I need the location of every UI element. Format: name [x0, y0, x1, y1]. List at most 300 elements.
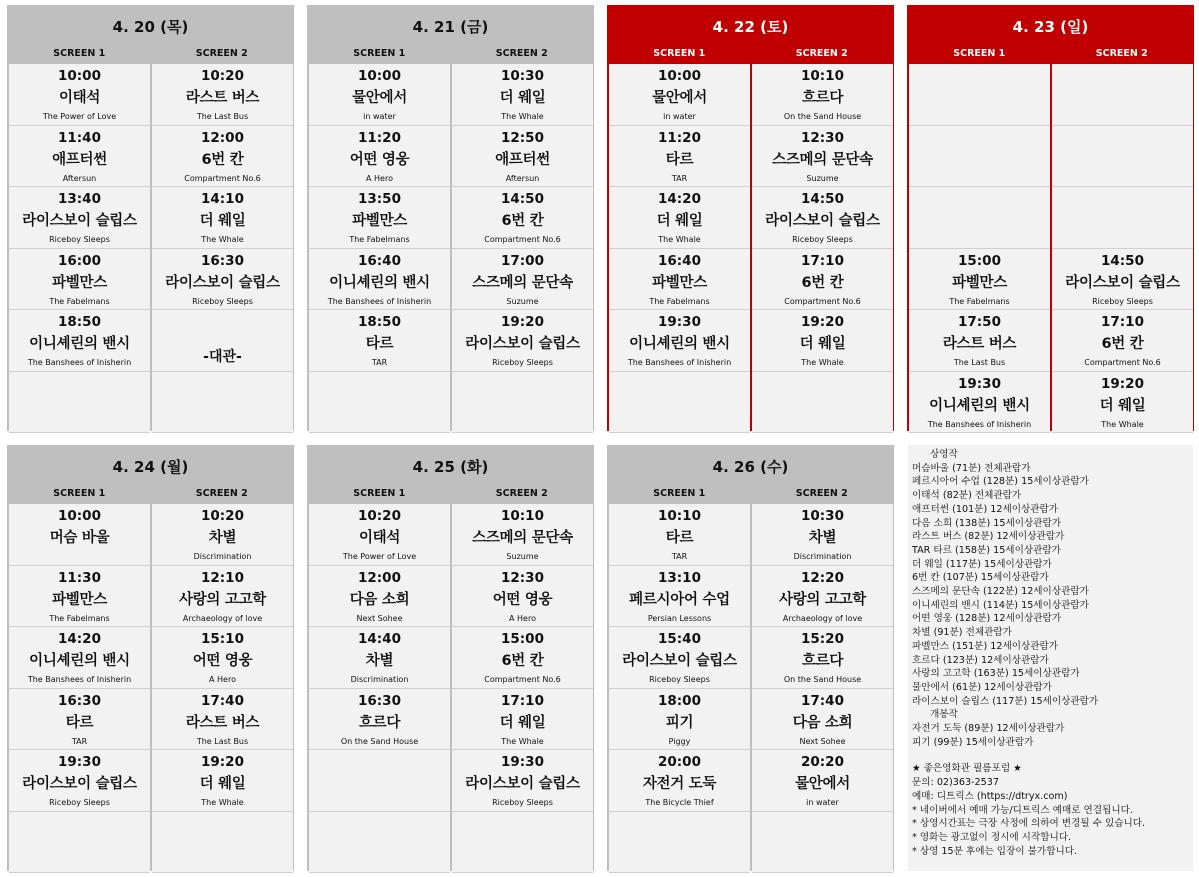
- showtime-time: 10:00: [58, 68, 101, 84]
- movie-title-en: The Fabelmans: [49, 296, 110, 306]
- movie-title-en: Riceboy Sleeps: [49, 235, 110, 244]
- showtime-slot: [309, 372, 450, 434]
- movie-title-kr: 6번 칸: [501, 213, 544, 229]
- showtime-time: 14:50: [501, 191, 544, 207]
- screen-labels: [608, 48, 893, 61]
- showtime-time: 12:20: [801, 569, 844, 586]
- showtime-time: 13:10: [658, 569, 701, 586]
- showtime-time: 16:40: [658, 252, 701, 269]
- showtime-slot: [152, 372, 293, 434]
- showtime-slot: [752, 812, 893, 874]
- movie-title-kr: 스즈메의 문단속: [772, 151, 873, 168]
- showtime-time: 13:50: [358, 191, 401, 207]
- movie-title-kr: 흐르다: [358, 714, 401, 731]
- showtime-slot: [9, 187, 150, 249]
- movie-title-en: The Last Bus: [953, 358, 1006, 367]
- info-line: 사랑의 고고학 (163분) 15세이상관람가: [912, 668, 1080, 680]
- movie-title-kr: 라스트 버스: [942, 336, 1017, 352]
- movie-title-en: Suzume: [806, 173, 839, 183]
- movie-title-en: [9, 551, 150, 562]
- showtime-grid: [308, 64, 593, 433]
- movie-title-kr: 라이스보이 슬립스: [465, 776, 580, 792]
- showtime-slot: [9, 627, 150, 689]
- showtime-time: 16:40: [358, 252, 401, 269]
- movie-title-en: On the Sand House: [340, 736, 419, 746]
- movie-title-kr: 이니셰린의 밴시: [29, 653, 130, 669]
- movie-title-kr: 이니셰린의 밴시: [629, 336, 730, 352]
- movie-title-en: in water: [806, 798, 839, 807]
- movie-title-kr: 다음 소희: [349, 591, 410, 608]
- movie-title-en: Riceboy Sleeps: [492, 798, 553, 807]
- movie-title-kr: 사랑의 고고학: [179, 591, 266, 608]
- movie-title-kr: 6번 칸: [201, 151, 244, 168]
- info-line: 자전거 도둑 (89분) 12세이상관람가: [912, 723, 1065, 735]
- movie-title-en: Compartment No.6: [784, 296, 861, 306]
- section-heading: 개봉작: [930, 709, 958, 721]
- movie-title-en: The Fabelmans: [649, 296, 710, 306]
- movie-title-en: in water: [663, 112, 696, 121]
- movie-title-kr: 애프터썬: [495, 151, 550, 168]
- movie-title-en: Archaeology of love: [782, 613, 863, 623]
- screen-label: SCREEN 1: [653, 48, 706, 59]
- movie-title-kr: 파벨만스: [52, 274, 107, 291]
- showtime-slot: [609, 812, 750, 874]
- showtime-slot: [1052, 249, 1193, 311]
- movie-title-kr: 라이스보이 슬립스: [1065, 274, 1180, 291]
- info-panel: [908, 445, 1193, 871]
- showtime-slot: [452, 372, 593, 434]
- showtime-slot: [452, 627, 593, 689]
- showtime-grid: [8, 64, 293, 433]
- movie-title-en: The Banshees of Inisherin: [27, 358, 132, 367]
- movie-title-en: The Whale: [801, 358, 844, 367]
- showtime-slot: [152, 566, 293, 628]
- showtime-time: 12:10: [201, 569, 244, 586]
- showtime-slot: [9, 126, 150, 188]
- showtime-slot: [609, 504, 750, 566]
- movie-title-kr: 물안에서: [795, 776, 850, 792]
- screen-label: SCREEN 1: [653, 488, 706, 499]
- showtime-time: 12:30: [501, 569, 544, 586]
- movie-title-en: Aftersun: [505, 173, 540, 183]
- movie-title-kr: 이태석: [58, 90, 101, 106]
- movie-title-en: Riceboy Sleeps: [792, 235, 853, 244]
- info-line: 이니셰린의 밴시 (114분) 15세이상관람가: [912, 599, 1089, 611]
- showtime-slot: [752, 249, 893, 311]
- showtime-slot: [152, 249, 293, 311]
- showtime-time: 20:20: [801, 754, 844, 770]
- movie-title-en: The Power of Love: [42, 112, 117, 121]
- showtime-time: 15:00: [501, 631, 544, 647]
- movie-title-kr: 어떤 영웅: [492, 591, 553, 608]
- showtime-slot: [609, 126, 750, 188]
- movie-title-kr: 차별: [808, 530, 837, 546]
- movie-title-kr: 타르: [365, 336, 394, 352]
- showtime-slot: [752, 750, 893, 812]
- movie-title-kr: 타르: [65, 714, 94, 731]
- movie-title-kr: 파벨만스: [352, 213, 407, 229]
- day-panel: [607, 5, 894, 431]
- movie-title-en: Compartment No.6: [484, 675, 561, 684]
- showtime-slot: [1052, 187, 1193, 249]
- showtime-slot: [752, 566, 893, 628]
- movie-title-kr: 애프터썬: [52, 151, 107, 168]
- movie-title-en: Riceboy Sleeps: [49, 798, 110, 807]
- showtime-slot: [9, 689, 150, 751]
- movie-title-en: Archaeology of love: [182, 613, 263, 623]
- showtime-time: 17:40: [801, 692, 844, 709]
- section-heading: 상영작: [930, 449, 958, 460]
- showtime-time: 19:20: [801, 314, 844, 330]
- movie-title-kr: 라이스보이 슬립스: [22, 213, 137, 229]
- showtime-slot: [9, 64, 150, 126]
- showtime-slot: [9, 566, 150, 628]
- movie-title-en: A Hero: [366, 173, 393, 183]
- showtime-slot: [309, 249, 450, 311]
- movie-title-kr: 흐르다: [801, 653, 844, 669]
- showtime-slot: [452, 689, 593, 751]
- showtime-slot: [609, 627, 750, 689]
- showtime-slot: [309, 126, 450, 188]
- screen-label: SCREEN 2: [195, 48, 248, 59]
- showtime-slot: [1052, 126, 1193, 188]
- showtime-slot: [309, 627, 450, 689]
- showtime-time: 14:20: [658, 191, 701, 207]
- info-line: * 영화는 광고없이 정시에 시작합니다.: [912, 831, 1072, 843]
- showtime-slot: [609, 372, 750, 434]
- showtime-time: 15:00: [958, 252, 1001, 269]
- showtime-slot: [152, 64, 293, 126]
- showtime-slot: [609, 64, 750, 126]
- screen-labels: [608, 488, 893, 501]
- showtime-time: 17:10: [501, 692, 544, 709]
- movie-title-en: The Whale: [501, 736, 544, 746]
- movie-title-en: Compartment No.6: [184, 173, 261, 183]
- movie-title-kr: 더 웨일: [1099, 397, 1146, 414]
- rental-closed-label: -대관-: [203, 349, 242, 365]
- movie-title-en: Persian Lessons: [647, 613, 712, 623]
- movie-title-en: The Whale: [501, 112, 544, 121]
- showtime-time: 18:50: [58, 314, 101, 330]
- showtime-time: 14:10: [201, 191, 244, 207]
- showtime-time: 16:30: [358, 692, 401, 709]
- showtime-slot: [152, 187, 293, 249]
- showtime-slot: [452, 310, 593, 372]
- showtime-slot: [309, 812, 450, 874]
- showtime-slot: [309, 64, 450, 126]
- day-panel: [907, 5, 1194, 431]
- showtime-time: 19:20: [201, 754, 244, 770]
- showtime-slot: [452, 566, 593, 628]
- day-title: 4. 20 (목): [112, 18, 189, 36]
- screen-label: SCREEN 1: [53, 488, 106, 499]
- info-line: 6번 칸 (107분) 15세이상관람가: [912, 572, 1049, 584]
- showtime-time: 12:00: [358, 569, 401, 586]
- showtime-slot: [909, 64, 1050, 126]
- showtime-slot: [609, 310, 750, 372]
- showtime-time: 10:30: [801, 508, 844, 524]
- showtime-time: 14:50: [1101, 252, 1144, 269]
- showtime-time: 14:20: [58, 631, 101, 647]
- movie-title-en: Riceboy Sleeps: [649, 675, 710, 684]
- showtime-slot: [9, 812, 150, 874]
- screen-label: SCREEN 2: [795, 48, 848, 59]
- showtime-slot: [152, 126, 293, 188]
- movie-title-kr: 이니셰린의 밴시: [329, 274, 430, 291]
- movie-title-kr: 더 웨일: [199, 213, 246, 229]
- showtime-slot: [609, 566, 750, 628]
- movie-title-kr: 라이스보이 슬립스: [165, 274, 280, 291]
- movie-title-en: Next Sohee: [356, 613, 403, 623]
- movie-title-kr: 물안에서: [352, 90, 407, 106]
- movie-title-en: The Fabelmans: [49, 613, 110, 623]
- movie-title-en: Riceboy Sleeps: [192, 296, 253, 306]
- showtime-time: 19:30: [658, 314, 701, 330]
- movie-title-en: The Banshees of Inisherin: [927, 419, 1032, 429]
- movie-title-kr: 물안에서: [652, 90, 707, 106]
- showtime-time: 14:40: [358, 631, 401, 647]
- showtime-time: 16:30: [58, 692, 101, 709]
- showtime-slot: [452, 249, 593, 311]
- movie-title-kr: 더 웨일: [799, 336, 846, 352]
- movie-title-kr: 라이스보이 슬립스: [465, 336, 580, 352]
- showtime-time: 10:10: [801, 68, 844, 84]
- movie-title-kr: 라이스보이 슬립스: [765, 213, 880, 229]
- screen-labels: [308, 488, 593, 501]
- showtime-time: 10:00: [58, 508, 101, 524]
- showtime-time: 10:20: [201, 68, 244, 84]
- showtime-slot: [309, 750, 450, 812]
- showtime-time: 10:00: [358, 68, 401, 84]
- movie-title-en: Compartment No.6: [484, 235, 561, 244]
- info-line: 머슴바울 (71분) 전체관람가: [912, 462, 1031, 474]
- movie-title-en: TAR: [671, 552, 688, 561]
- showtime-slot: [609, 689, 750, 751]
- movie-title-en: Compartment No.6: [1084, 358, 1161, 367]
- movie-title-kr: 타르: [665, 151, 694, 168]
- movie-title-kr: 어떤 영웅: [349, 151, 410, 168]
- movie-title-kr: 이니셰린의 밴시: [29, 336, 130, 352]
- movie-title-kr: 타르: [665, 530, 694, 546]
- info-line: 물안에서 (61분) 12세이상관람가: [912, 681, 1052, 693]
- showtime-time: 19:30: [58, 754, 101, 770]
- showtime-time: 15:20: [801, 631, 844, 647]
- info-line: 라이스보이 슬립스 (117분) 15세이상관람가: [912, 695, 1099, 707]
- movie-title-en: On the Sand House: [783, 112, 862, 121]
- showtime-time: 19:30: [501, 754, 544, 770]
- showtime-slot: [909, 249, 1050, 311]
- movie-title-kr: 페르시아어 수업: [629, 591, 730, 608]
- showtime-slot: [9, 750, 150, 812]
- showtime-time: 16:30: [201, 252, 244, 269]
- info-line: 피기 (99분) 15세이상관람가: [912, 736, 1034, 748]
- day-panel: [7, 5, 294, 431]
- screen-labels: [308, 48, 593, 61]
- showtime-time: 17:00: [501, 252, 544, 269]
- info-line: * 네이버에서 예매 가능/디트릭스 예매로 연결됩니다.: [912, 804, 1133, 816]
- showtime-slot: [309, 566, 450, 628]
- info-line: * 상영시간표는 극장 사정에 의하여 변경될 수 있습니다.: [912, 818, 1146, 830]
- movie-title-en: TAR: [371, 358, 388, 367]
- movie-title-kr: 파벨만스: [52, 591, 107, 608]
- movie-title-kr: 차별: [208, 530, 237, 546]
- showtime-slot: [9, 249, 150, 311]
- movie-title-en: The Last Bus: [196, 112, 249, 121]
- showtime-time: 20:00: [658, 754, 701, 770]
- showtime-slot: [909, 310, 1050, 372]
- day-title: 4. 22 (토): [712, 18, 789, 36]
- showtime-slot: [909, 126, 1050, 188]
- showtime-slot: [152, 310, 293, 372]
- showtime-slot: [452, 750, 593, 812]
- movie-title-en: Discrimination: [793, 552, 852, 561]
- screen-labels: [908, 48, 1193, 61]
- showtime-slot: [309, 504, 450, 566]
- showtime-slot: [9, 504, 150, 566]
- showtime-slot: [152, 812, 293, 874]
- showtime-slot: [452, 126, 593, 188]
- movie-title-en: Suzume: [506, 296, 539, 306]
- movie-title-en: The Last Bus: [196, 736, 249, 746]
- movie-title-kr: 파벨만스: [652, 274, 707, 291]
- showtime-time: 13:40: [58, 191, 101, 207]
- movie-title-kr: 머슴 바울: [49, 530, 110, 546]
- movie-title-en: Aftersun: [62, 173, 97, 183]
- showtime-slot: [752, 504, 893, 566]
- screen-label: SCREEN 2: [195, 488, 248, 499]
- showtime-slot: [909, 372, 1050, 434]
- info-line: 이태석 (82분) 전체관람가: [912, 490, 1022, 502]
- movie-title-kr: 스즈메의 문단속: [472, 530, 573, 546]
- showtime-slot: [152, 504, 293, 566]
- movie-title-en: TAR: [71, 736, 88, 746]
- movie-title-en: The Fabelmans: [949, 296, 1010, 306]
- showtime-slot: [309, 689, 450, 751]
- showtime-slot: [452, 187, 593, 249]
- screen-label: SCREEN 1: [353, 48, 406, 59]
- showtime-slot: [309, 310, 450, 372]
- info-line: ★ 좋은영화관 필름포럼 ★: [912, 763, 1022, 775]
- info-line: 더 웨일 (117분) 15세이상관람가: [912, 558, 1052, 570]
- showtime-time: 10:00: [658, 68, 701, 84]
- day-panel: [7, 445, 294, 871]
- info-line: 다음 소희 (138분) 15세이상관람가: [912, 517, 1062, 529]
- movie-title-kr: 라이스보이 슬립스: [22, 776, 137, 792]
- movie-title-kr: 이니셰린의 밴시: [929, 397, 1030, 414]
- showtime-slot: [309, 187, 450, 249]
- movie-title-en: Suzume: [506, 552, 539, 561]
- showtime-time: 10:10: [501, 508, 544, 524]
- showtime-time: 18:00: [658, 692, 701, 709]
- info-line: 스즈메의 문단속 (122분) 12세이상관람가: [912, 586, 1089, 598]
- showtime-time: 17:40: [201, 692, 244, 709]
- day-title: 4. 23 (일): [1012, 18, 1089, 36]
- info-line: 문의: 02)363-2537: [912, 777, 999, 789]
- showtime-slot: [752, 64, 893, 126]
- day-panel: [307, 445, 594, 871]
- showtime-slot: [752, 372, 893, 434]
- movie-title-en: The Whale: [201, 235, 244, 244]
- showtime-time: 11:30: [58, 569, 101, 586]
- day-title: 4. 21 (금): [412, 18, 489, 36]
- movie-title-kr: 6번 칸: [1101, 336, 1144, 352]
- movie-title-en: The Power of Love: [342, 552, 417, 561]
- movie-title-kr: 스즈메의 문단속: [472, 274, 573, 291]
- movie-title-en: Discrimination: [193, 552, 252, 561]
- showtime-time: 11:20: [658, 129, 701, 146]
- showtime-time: 17:50: [958, 314, 1001, 330]
- movie-title-en: The Banshees of Inisherin: [27, 675, 132, 684]
- info-line: 애프터썬 (101분) 12세이상관람가: [912, 503, 1059, 515]
- showtime-slot: [752, 689, 893, 751]
- info-line: TAR 타르 (158분) 15세이상관람가: [912, 544, 1061, 556]
- screen-label: SCREEN 1: [53, 48, 106, 59]
- day-title: 4. 24 (월): [112, 458, 189, 476]
- showtime-time: 16:00: [58, 252, 101, 269]
- info-line: 페르시아어 수업 (128분) 15세이상관람가: [912, 476, 1089, 488]
- movie-title-en: The Whale: [1101, 419, 1144, 429]
- movie-title-en: Riceboy Sleeps: [492, 358, 553, 367]
- movie-title-kr: 라스트 버스: [185, 90, 260, 106]
- day-panel: [607, 445, 894, 871]
- movie-title-kr: 차별: [365, 653, 394, 669]
- info-line: 차별 (91분) 전체관람가: [912, 627, 1012, 639]
- screen-labels: [8, 48, 293, 61]
- movie-title-en: The Bicycle Thief: [645, 798, 714, 807]
- movie-title-en: The Whale: [201, 798, 244, 807]
- movie-title-kr: 6번 칸: [501, 653, 544, 669]
- showtime-time: 12:30: [801, 129, 844, 146]
- movie-title-kr: 더 웨일: [499, 90, 546, 106]
- info-line: 흐르다 (123분) 12세이상관람가: [912, 654, 1049, 666]
- movie-title-kr: 어떤 영웅: [192, 653, 253, 669]
- showtime-slot: [1052, 372, 1193, 434]
- day-title: 4. 25 (화): [412, 458, 489, 476]
- movie-title-en: A Hero: [509, 613, 536, 623]
- showtime-time: 12:00: [201, 129, 244, 146]
- showtime-slot: [609, 750, 750, 812]
- showtime-slot: [9, 310, 150, 372]
- showtime-slot: [1052, 310, 1193, 372]
- info-line: 예매: 디트릭스 (https://dtryx.com): [912, 790, 1068, 802]
- showtime-slot: [752, 126, 893, 188]
- screen-label: SCREEN 2: [495, 48, 548, 59]
- movie-title-en: The Whale: [658, 235, 701, 244]
- info-line: 파벨만스 (151분) 12세이상관람가: [912, 640, 1059, 652]
- movie-title-kr: 라이스보이 슬립스: [622, 653, 737, 669]
- movie-title-en: A Hero: [209, 675, 236, 684]
- info-line: 라스트 버스 (82분) 12세이상관람가: [912, 531, 1065, 543]
- showtime-time: 14:50: [801, 191, 844, 207]
- movie-title-kr: 다음 소희: [792, 714, 853, 731]
- showtime-grid: [608, 64, 893, 433]
- movie-title-en: The Banshees of Inisherin: [627, 358, 732, 367]
- info-line: * 상영 15분 후에는 입장이 불가합니다.: [912, 845, 1078, 857]
- showtime-slot: [452, 504, 593, 566]
- movie-title-kr: 더 웨일: [656, 213, 703, 229]
- movie-title-kr: 더 웨일: [199, 776, 246, 792]
- showtime-time: 10:10: [658, 508, 701, 524]
- screen-label: SCREEN 1: [953, 48, 1006, 59]
- showtime-time: 17:10: [1101, 314, 1144, 330]
- screen-label: SCREEN 2: [1095, 48, 1148, 59]
- showtime-grid: [608, 504, 893, 873]
- movie-title-kr: 파벨만스: [952, 274, 1007, 291]
- movie-title-kr: 피기: [665, 714, 694, 731]
- showtime-time: 11:20: [358, 129, 401, 146]
- showtime-slot: [152, 689, 293, 751]
- movie-title-kr: 자전거 도둑: [642, 776, 717, 792]
